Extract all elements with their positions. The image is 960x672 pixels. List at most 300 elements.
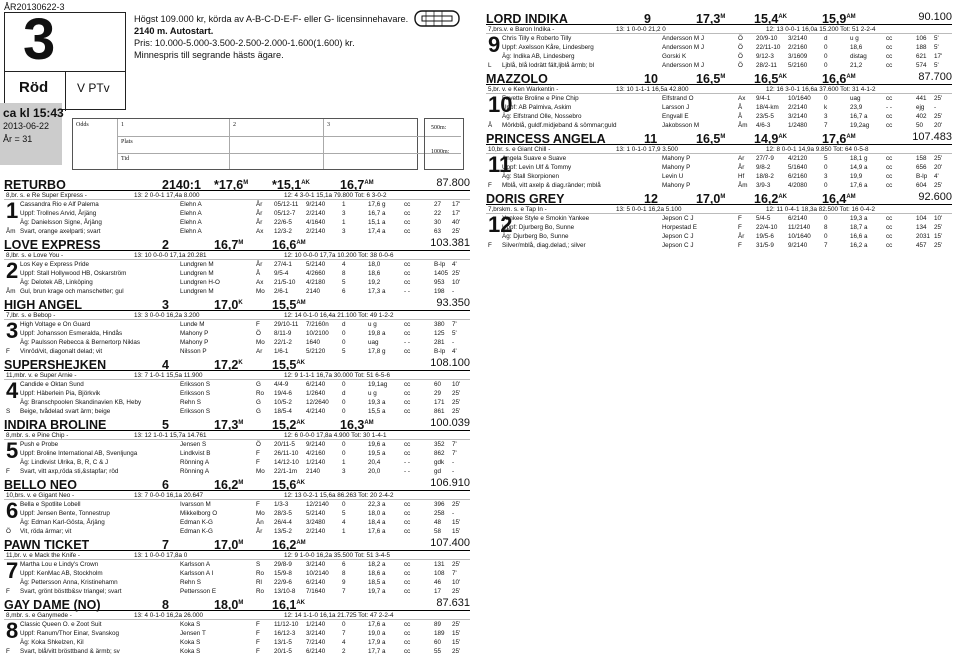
start-cell: 16,7 a bbox=[368, 210, 386, 217]
start-cell: 1/2140 bbox=[306, 621, 326, 628]
start-cell: cc bbox=[404, 639, 411, 646]
start-cell: 22/6-5 bbox=[274, 219, 292, 226]
start-cell: 441 bbox=[916, 95, 927, 102]
horse-stats-total: 12: 9 1-0-0 16,2a 35.500 Tot: 51 3-4-5 bbox=[284, 552, 390, 559]
horse-info-text: Äg: Pettersson Anna, Kristinehamn bbox=[20, 579, 118, 586]
start-cell: 19,3 a bbox=[850, 215, 868, 222]
start-cell: 46 bbox=[434, 579, 442, 586]
start-cell: 23/5-5 bbox=[756, 113, 774, 120]
start-cell: cc bbox=[886, 182, 893, 189]
start-cell: 25' bbox=[452, 270, 461, 277]
start-cell: 22/4-10 bbox=[756, 224, 778, 231]
horse-info-text: Cassandra Rio e Alf Palema bbox=[20, 201, 99, 208]
horse-name: LORD INDIKA bbox=[486, 12, 568, 27]
start-cell: 1/3-3 bbox=[274, 501, 289, 508]
horse-info-text: Mörkblå, guldf.midjeband & sömmar;guld bbox=[502, 122, 617, 129]
start-cell: 21/5-10 bbox=[274, 279, 296, 286]
start-cell: 19,5 a bbox=[368, 450, 386, 457]
horse-summary bbox=[486, 25, 952, 34]
time-value: 17,3 bbox=[214, 418, 239, 433]
start-cell: Jensen S bbox=[180, 441, 207, 448]
start-cell: 20,4 bbox=[368, 459, 381, 466]
start-cell: 380 bbox=[434, 321, 445, 328]
horse-name: RETURBO bbox=[4, 178, 66, 193]
start-cell: Ö bbox=[256, 330, 261, 337]
start-cell: k bbox=[824, 104, 828, 111]
start-cell: - bbox=[452, 468, 455, 475]
start-cell: 4/2180 bbox=[306, 279, 326, 286]
start-cell: Andersson M J bbox=[662, 62, 704, 69]
time-type: AM bbox=[846, 134, 856, 140]
start-cell: 12/2140 bbox=[306, 501, 329, 508]
horse-info-text: Äg: Stall Skorpionen bbox=[502, 173, 560, 180]
start-cell: Ax bbox=[738, 95, 746, 102]
start-cell: 6/2140 bbox=[306, 648, 326, 655]
time-type: AK bbox=[778, 194, 788, 200]
start-cell: cc bbox=[404, 519, 411, 526]
start-cell: Jepson C J bbox=[662, 233, 694, 240]
start-cell: Eriksson S bbox=[180, 381, 211, 388]
horse-info-text: Svart, orange axelparti; svart bbox=[20, 228, 101, 235]
start-cell: 4' bbox=[934, 173, 939, 180]
start-cell: 12/2640 bbox=[306, 399, 329, 406]
horse-info-text: Bella e Spotlite Lobell bbox=[20, 501, 81, 508]
start-cell: Elfstrand O bbox=[662, 95, 694, 102]
start-cell: 18,0 a bbox=[368, 510, 386, 517]
start-cell: 6/2140 bbox=[306, 579, 326, 586]
start-cell: 22,3 a bbox=[368, 501, 386, 508]
race-memorial-line: Minnespris till segrande hästs ägare. bbox=[134, 50, 284, 60]
time-type: AK bbox=[296, 420, 306, 426]
start-cell: F bbox=[256, 621, 260, 628]
horse-info-text: Fayette Broline e Pine Chip bbox=[502, 95, 579, 102]
post-number: 6 bbox=[6, 498, 19, 523]
horse-info-text: Äg: Danielsson Signe, Årjäng bbox=[20, 219, 102, 226]
start-cell: cc bbox=[886, 53, 893, 60]
time-type: AK bbox=[296, 360, 306, 366]
start-cell: 28/2-11 bbox=[756, 62, 777, 69]
start-cell: Nilsson P bbox=[180, 348, 207, 355]
horse-time-f1 bbox=[214, 536, 272, 552]
start-cell: 29 bbox=[434, 390, 442, 397]
shoe-code: F bbox=[488, 242, 492, 249]
time-type: AM bbox=[296, 540, 306, 546]
start-cell: 7/2140 bbox=[306, 639, 326, 646]
start-cell: cc bbox=[404, 528, 411, 535]
start-cell: Rehn S bbox=[180, 399, 202, 406]
horse-info-text: Chris Tilly e Roberto Tilly bbox=[502, 35, 572, 42]
time-value: 15,9 bbox=[822, 12, 847, 27]
start-cell: cc bbox=[886, 62, 893, 69]
start-cell: Rönning A bbox=[180, 459, 210, 466]
start-cell: 1640 bbox=[306, 339, 321, 346]
start-cell: 4/2140 bbox=[306, 408, 326, 415]
horse-stats-total: 12: 10 0-0-0 17,7a 10.200 Tot: 38 0-0-6 bbox=[284, 252, 394, 259]
start-cell: Edman K-G bbox=[180, 519, 213, 526]
horse-info-text: Uppf: Axelsson Kåre, Lindesberg bbox=[502, 44, 594, 51]
start-cell: 15,5 a bbox=[368, 408, 386, 415]
start-cell: År bbox=[738, 164, 745, 171]
start-cell: d bbox=[824, 35, 828, 42]
horse-info-text: Uppf: Jensen Bente, Tonnestrup bbox=[20, 510, 110, 517]
start-row bbox=[4, 287, 470, 296]
start-cell: 27/4-1 bbox=[274, 261, 292, 268]
start-cell: 10/2100 bbox=[306, 330, 329, 337]
start-cell: 3 bbox=[824, 173, 828, 180]
start-cell: Horpestad E bbox=[662, 224, 698, 231]
start-cell: 15' bbox=[934, 233, 943, 240]
start-cell: gd bbox=[434, 468, 442, 475]
start-cell: 7 bbox=[342, 588, 346, 595]
start-cell: F bbox=[738, 215, 742, 222]
time-type: AK bbox=[301, 180, 310, 186]
start-cell: År bbox=[256, 210, 263, 217]
start-cell: - bbox=[452, 510, 455, 517]
horse-entry bbox=[486, 10, 952, 70]
start-cell: 16,7 a bbox=[850, 113, 868, 120]
start-row bbox=[4, 260, 470, 269]
start-cell: 18,7 a bbox=[850, 224, 868, 231]
start-cell: 2140 bbox=[306, 288, 321, 295]
start-cell: 5/4-5 bbox=[756, 215, 771, 222]
start-cell: 8 bbox=[824, 224, 828, 231]
horse-stats-current: 13: 10 1-1-1 16,5a 42.800 bbox=[616, 86, 689, 93]
horse-stats-total: 12: 11 0-4-1 18,3a 82.500 Tot: 16 0-4-2 bbox=[766, 206, 875, 213]
start-row bbox=[486, 112, 952, 121]
horse-info-text: Yankee Style e Smokin Yankee bbox=[502, 215, 590, 222]
start-row bbox=[4, 338, 470, 347]
horse-stats-total: 12: 13 0-2-1 15,6a 86.263 Tot: 20 2-4-2 bbox=[284, 492, 394, 499]
start-cell: 5/2140 bbox=[306, 510, 326, 517]
start-cell: uag bbox=[850, 95, 861, 102]
start-cell: 25' bbox=[452, 399, 461, 406]
start-cell: cc bbox=[886, 155, 893, 162]
start-cell: 18,2 a bbox=[368, 561, 386, 568]
start-cell: 48 bbox=[434, 519, 442, 526]
start-cell: - bbox=[452, 339, 455, 346]
start-cell: - bbox=[452, 288, 455, 295]
start-cell: 27 bbox=[434, 201, 442, 208]
start-cell: 9/8-2 bbox=[756, 164, 771, 171]
start-row bbox=[4, 440, 470, 449]
time-type: AM bbox=[846, 74, 856, 80]
horse-time-f1 bbox=[696, 70, 754, 86]
start-row bbox=[4, 329, 470, 338]
start-cell: 10/2140 bbox=[306, 570, 329, 577]
start-row bbox=[4, 407, 470, 416]
start-cell: 4/1640 bbox=[306, 219, 326, 226]
start-cell: cc bbox=[404, 261, 411, 268]
horse-entry bbox=[486, 70, 952, 130]
horse-name: DORIS GREY bbox=[486, 192, 565, 207]
horse-info-text: Svart, vitt axp,röda sti,&stapfar; röd bbox=[20, 468, 119, 475]
post-number: 12 bbox=[488, 212, 513, 237]
horse-stats-total: 12: 6 0-0-0 17,8a 4.900 Tot: 30 1-4-1 bbox=[284, 432, 387, 439]
time-value: 15,5 bbox=[272, 358, 297, 373]
start-cell: 3/2140 bbox=[306, 630, 326, 637]
horse-info-text: Äg: Paulsson Rebecca & Bernertorp Niklas bbox=[20, 339, 141, 346]
start-row bbox=[4, 320, 470, 329]
start-cell: 18/5-4 bbox=[274, 408, 292, 415]
horse-record: 6 bbox=[162, 478, 169, 493]
start-cell: Åm bbox=[738, 122, 748, 129]
start-cell: 861 bbox=[434, 408, 445, 415]
time-type: M bbox=[238, 540, 244, 546]
start-row bbox=[486, 163, 952, 172]
start-cell: 25' bbox=[452, 228, 461, 235]
start-cell: u g bbox=[368, 390, 377, 397]
horse-earnings: 103.381 bbox=[430, 237, 470, 249]
horse-record: 12 bbox=[644, 192, 658, 207]
time-type: AM bbox=[296, 240, 306, 246]
time-type: M bbox=[238, 600, 244, 606]
start-cell: cc bbox=[404, 408, 411, 415]
horse-time-f1 bbox=[696, 10, 754, 26]
horse-stats-current: 13: 7 0-0-0 16,1a 20.647 bbox=[134, 492, 203, 499]
shoe-code: Ö bbox=[6, 528, 11, 535]
race-code: ÅR20130622-3 bbox=[4, 2, 65, 12]
start-cell: 19/4-6 bbox=[274, 390, 292, 397]
horse-stats-total: 12: 16 3-0-1 16,6a 37.600 Tot: 31 4-1-2 bbox=[766, 86, 876, 93]
start-cell: 89 bbox=[434, 621, 442, 628]
start-cell: 10' bbox=[452, 579, 461, 586]
start-cell: 10/1640 bbox=[788, 233, 811, 240]
horse-earnings: 92.600 bbox=[918, 191, 952, 203]
start-cell: cc bbox=[404, 210, 411, 217]
start-row bbox=[486, 223, 952, 232]
horse-record: 4 bbox=[162, 358, 169, 373]
start-cell: 15' bbox=[452, 519, 461, 526]
horse-record: 3 bbox=[162, 298, 169, 313]
start-cell: År bbox=[256, 261, 263, 268]
start-row bbox=[4, 620, 470, 629]
horse-pedigree: 7,lbr. s. e Bebop - bbox=[6, 312, 56, 319]
start-cell: cc bbox=[404, 399, 411, 406]
horse-info-text: Mblå, vitt axelp & diag.ränder; mblå bbox=[502, 182, 601, 189]
horse-info-text: Uppf: Djurberg Bo, Sunne bbox=[502, 224, 575, 231]
start-cell: 5' bbox=[934, 44, 939, 51]
start-row bbox=[4, 389, 470, 398]
time-type: AM bbox=[846, 14, 856, 20]
start-cell: Jensen T bbox=[180, 630, 206, 637]
start-cell: 13/1-5 bbox=[274, 639, 292, 646]
start-cell: 60 bbox=[434, 639, 442, 646]
start-cell: cc bbox=[404, 390, 411, 397]
start-cell: cc bbox=[404, 621, 411, 628]
start-cell: 15/9-8 bbox=[274, 570, 292, 577]
shoe-code: F bbox=[6, 348, 10, 355]
start-cell: 19,1ag bbox=[368, 381, 388, 388]
horse-header bbox=[486, 10, 952, 25]
start-cell: 20/11-5 bbox=[274, 441, 295, 448]
horse-info-text: Äg: Edman Karl-Gösta, Årjäng bbox=[20, 519, 105, 526]
horse-entry bbox=[486, 190, 952, 250]
start-cell: 63 bbox=[434, 228, 442, 235]
start-cell: 13/5-2 bbox=[274, 528, 292, 535]
horse-info-text: Äg: Indika AB, Lindesberg bbox=[502, 53, 575, 60]
start-cell: Rehn S bbox=[180, 579, 202, 586]
horse-stats-current: 13: 12 1-0-1 15,7a 14.761 bbox=[134, 432, 207, 439]
start-row bbox=[4, 518, 470, 527]
start-cell: 10' bbox=[934, 215, 943, 222]
horse-name: BELLO NEO bbox=[4, 478, 77, 493]
start-cell: Mo bbox=[256, 288, 265, 295]
bet-types: V PTv bbox=[77, 81, 110, 95]
start-cell: 0 bbox=[824, 62, 828, 69]
start-cell: 20' bbox=[934, 164, 943, 171]
start-cell: Lundgren H-O bbox=[180, 279, 220, 286]
shoe-code: Åm bbox=[6, 228, 16, 235]
start-cell: 4/6-3 bbox=[756, 122, 771, 129]
start-cell: 3/1609 bbox=[788, 53, 808, 60]
start-cell: gdk bbox=[434, 459, 445, 466]
start-cell: 5 bbox=[342, 510, 346, 517]
track-icon bbox=[414, 8, 460, 28]
start-cell: 5' bbox=[934, 35, 939, 42]
split-time-box bbox=[424, 118, 464, 170]
time-value: 16,6 bbox=[272, 238, 297, 253]
start-cell: 17' bbox=[452, 201, 461, 208]
start-cell: 104 bbox=[916, 215, 927, 222]
post-number: 10 bbox=[488, 92, 513, 117]
horse-header bbox=[4, 236, 470, 251]
start-cell: 9/5-4 bbox=[274, 270, 289, 277]
start-cell: F bbox=[256, 321, 260, 328]
start-cell: 3 bbox=[342, 228, 346, 235]
start-cell: 17,8 g bbox=[368, 348, 386, 355]
time-type: M bbox=[238, 240, 244, 246]
start-cell: 1405 bbox=[434, 270, 449, 277]
start-cell: 20/1-5 bbox=[274, 648, 292, 655]
horse-stats-total: 12: 14 1-1-0 16,1a 21.725 Tot: 47 2-2-4 bbox=[284, 612, 394, 619]
post-number: 4 bbox=[6, 378, 19, 403]
time-type: M bbox=[238, 480, 244, 486]
start-cell: Eriksson S bbox=[180, 408, 211, 415]
start-row bbox=[4, 269, 470, 278]
horse-header bbox=[4, 296, 470, 311]
start-cell: cc bbox=[404, 381, 411, 388]
start-cell: cc bbox=[886, 35, 893, 42]
start-cell: cc bbox=[404, 630, 411, 637]
start-row bbox=[4, 578, 470, 587]
start-row bbox=[4, 587, 470, 596]
start-cell: 158 bbox=[916, 155, 927, 162]
shoe-code: F bbox=[6, 648, 10, 655]
start-cell: cc bbox=[886, 95, 893, 102]
start-cell: 16/12-3 bbox=[274, 630, 296, 637]
start-cell: Karlsson A bbox=[180, 561, 211, 568]
start-cell: cc bbox=[404, 510, 411, 517]
time-value: 16,5 bbox=[696, 72, 721, 87]
start-cell: 281 bbox=[434, 339, 445, 346]
post-number: 8 bbox=[6, 618, 19, 643]
start-cell: 7 bbox=[824, 242, 828, 249]
start-row bbox=[4, 278, 470, 287]
horse-pedigree: 7,brs.v. e Baron Indika - bbox=[488, 26, 555, 33]
start-cell: 17,9 a bbox=[368, 639, 386, 646]
start-cell: 55 bbox=[434, 648, 442, 655]
start-cell: cc bbox=[404, 348, 411, 355]
start-cell: Ö bbox=[256, 441, 261, 448]
start-cell: 171 bbox=[434, 399, 445, 406]
start-cell: 14,9 a bbox=[850, 164, 868, 171]
start-cell: Mo bbox=[256, 510, 265, 517]
horse-time-f2 bbox=[272, 476, 340, 492]
start-cell: cc bbox=[886, 242, 893, 249]
horse-entry bbox=[486, 130, 952, 190]
horse-pedigree: 8,mbr. s. e Ganymede - bbox=[6, 612, 72, 619]
start-cell: Ö bbox=[738, 62, 743, 69]
start-cell: Ån bbox=[256, 519, 264, 526]
horse-info-text: Uppf: Ranum/Thor Einar, Svanskog bbox=[20, 630, 120, 637]
horse-name: PAWN TICKET bbox=[4, 538, 90, 553]
start-cell: ejg bbox=[916, 104, 925, 111]
horse-earnings: 87.631 bbox=[436, 597, 470, 609]
horse-time-f2 bbox=[272, 236, 340, 252]
horse-info-text: Äg: Delotek AB, Linköping bbox=[20, 279, 93, 286]
start-cell: Ax bbox=[256, 279, 264, 286]
start-cell: År bbox=[256, 201, 263, 208]
horse-stats-total: 12: 9 1-1-1 16,7a 30.000 Tot: 51 6-5-6 bbox=[284, 372, 390, 379]
time-type: AK bbox=[778, 74, 788, 80]
horse-summary bbox=[4, 371, 470, 380]
horse-info-text: Angela Suave e Suave bbox=[502, 155, 567, 162]
time-value: 16,5 bbox=[754, 72, 779, 87]
start-cell: 4/2160 bbox=[306, 450, 326, 457]
horse-info-text: Gul, brun krage och manschetter; gul bbox=[20, 288, 124, 295]
start-cell: 19,6 a bbox=[368, 441, 386, 448]
start-cell: Jakobsson M bbox=[662, 122, 700, 129]
start-cell: 106 bbox=[916, 35, 927, 42]
start-cell: Koka S bbox=[180, 621, 201, 628]
time-value: 16,2 bbox=[754, 192, 779, 207]
race-prize-line: Pris: 10.000-5.000-3.500-2.500-2.000-1.600(1.600) kr. bbox=[134, 38, 355, 48]
start-cell: 2/2140 bbox=[788, 104, 808, 111]
start-row bbox=[4, 227, 470, 236]
start-cell: 16,2 a bbox=[850, 242, 868, 249]
start-cell: Elehn A bbox=[180, 228, 202, 235]
horse-stats-current: 13: 1 0-1-0 17,9 3.500 bbox=[616, 146, 678, 153]
time-value: 16,7 bbox=[214, 238, 239, 253]
shoe-code: Åm bbox=[6, 288, 16, 295]
time-type: AK bbox=[296, 480, 306, 486]
start-row bbox=[486, 61, 952, 70]
horse-info-text: High Voltage e On Guard bbox=[20, 321, 91, 328]
start-cell: 1/2140 bbox=[306, 459, 326, 466]
start-cell: 6/2160 bbox=[788, 173, 808, 180]
start-cell: - - bbox=[886, 104, 892, 111]
start-row bbox=[4, 458, 470, 467]
start-cell: 22/1-2 bbox=[274, 339, 292, 346]
horse-time-f3 bbox=[822, 10, 896, 26]
start-cell: 20/9-10 bbox=[756, 35, 778, 42]
start-cell: 18/8-2 bbox=[756, 173, 774, 180]
start-row bbox=[486, 241, 952, 250]
horse-time-f2 bbox=[272, 596, 340, 612]
horse-name: MAZZOLO bbox=[486, 72, 548, 87]
horse-earnings: 87.700 bbox=[918, 71, 952, 83]
horse-time-f1 bbox=[214, 356, 272, 372]
start-cell: cc bbox=[404, 588, 411, 595]
start-cell: 0 bbox=[824, 233, 828, 240]
start-cell: B-lp bbox=[916, 173, 928, 180]
horse-earnings: 107.400 bbox=[430, 537, 470, 549]
horse-summary bbox=[4, 611, 470, 620]
start-cell: 19,0 a bbox=[368, 630, 386, 637]
start-cell: Levin U bbox=[662, 173, 684, 180]
start-cell: 19,8 a bbox=[368, 330, 386, 337]
start-cell: 18,4 a bbox=[368, 519, 386, 526]
